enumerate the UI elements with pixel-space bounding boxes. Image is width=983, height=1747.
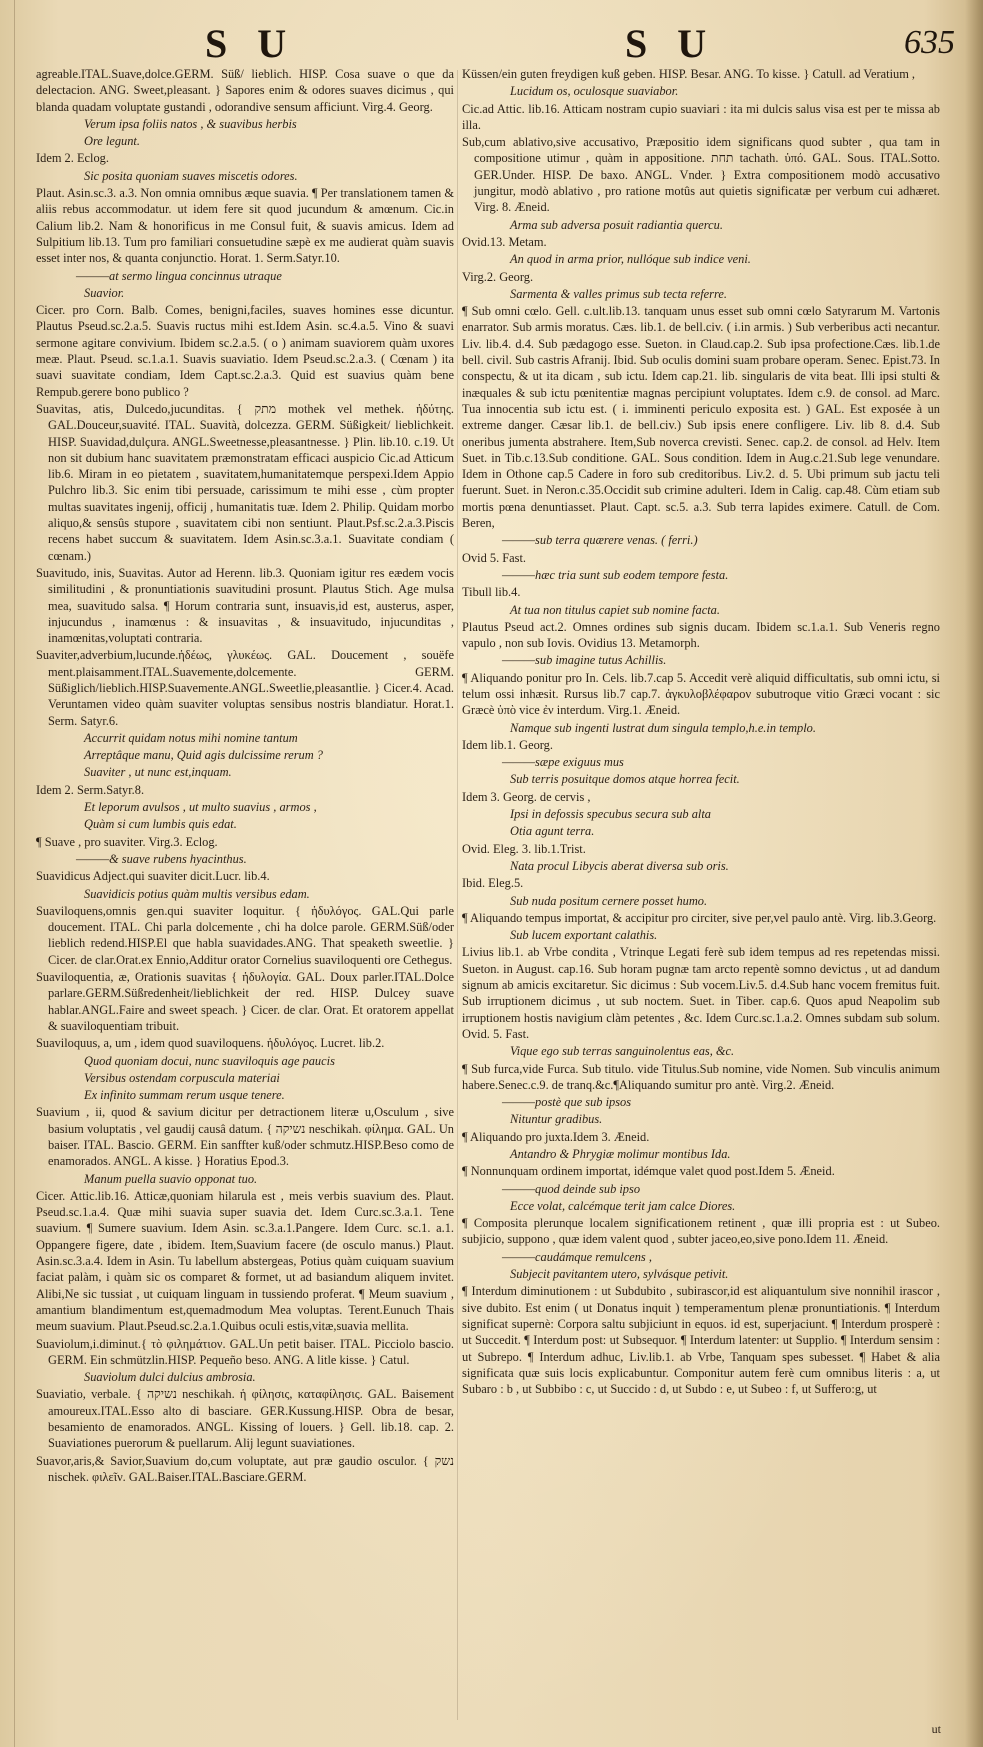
text-paragraph: ¶ Composita plerunque localem significationem retinent , quæ illi propria est : ut Subeo. subjicio, suppono , quæ idem valent quod , subter jaceo,eo,sive pono.Idem 11. Æneid. xyxy=(462,1216,940,1247)
verse-quote: Arma sub adversa posuit radiantia quercu. xyxy=(510,217,723,232)
verse-quote: ———at sermo lingua concinnus utraque xyxy=(76,268,282,283)
dictionary-entry: Sub,cum ablativo,sive accusativo, Præpositio idem significans quod subter , qua tam in compositione utimur , quàm in appositione. תחת tachath. ὑπό. GAL. Sous. ITAL.Sotto. GER.Under. HISP. De baxo. ANGL. Vnder. } Extra compositionem modò accusativo jungitur, modò ablativo , pro ratione motûs aut quietis significatæ per verbum cui adhæret. Virg. 8. Æneid. xyxy=(462,135,940,215)
dictionary-entry: Suaviloquentia, æ, Orationis suavitas { ἡδυλογία. GAL. Doux parler.ITAL.Dolce parlare.GERM.Süßredenheit/lieblichkeit der red. HISP. Dulcey suave hablar.ANGL.Faire and sweet speach. } Cicer. de clar. Orat. Et oratorem appellat & suaviloquentiam tribuit. xyxy=(36,970,454,1033)
text-paragraph: Idem 3. Georg. de cervis , xyxy=(462,789,591,804)
verse-quote: ———sub terra quærere venas. ( ferri.) xyxy=(502,533,698,548)
dictionary-entry: Suavitas, atis, Dulcedo,jucunditas. { מתק mothek vel methek. ἡδύτης. GAL.Douceur,suavité. ITAL. Suavità, dolcezza. GERM. Süßigkeit/ lieblichkeit. HISP. Suavidad,dulçura. ANGL.Sweetnesse,pleasantnesse. } Plin. lib.10. c.19. Ut non sit dubium hanc suavitatem præmonstratam efficaci auspicio Cic.ad Atticum lib.6. Miram in eo pietatem , suavitatem,humanitatemque perspexi.Idem Appio Pulchro lib.3. Sic enim tibi persuade, carissimum te mihi esse , cùm propter multas suavitates ingenij, officij , humanitatis tuæ. Idem 2. Philip. Quidam morbo aliquo,& sensûs stupore , suavitatem cibi non sentiunt. Plaut.Psf.sc.2.a.3.Piscis recens habet succum & suavitatem. Idem Asin.sc.3.a.1. Suavitate condiam ( cœnam.) xyxy=(36,401,454,563)
column-divider xyxy=(457,70,458,1720)
verse-quote: ———hæc tria sunt sub eodem tempore festa. xyxy=(502,567,729,582)
verse-quote: Otia agunt terra. xyxy=(510,824,595,839)
verse-quote: Namque sub ingenti lustrat dum singula templo,h.e.in templo. xyxy=(510,720,816,735)
verse-quote: Antandro & Phrygiæ molimur montibus Ida. xyxy=(510,1147,731,1161)
dictionary-entry: Suaviloquus, a, um , idem quod suaviloquens. ἡδυλόγος. Lucret. lib.2. xyxy=(36,1036,385,1051)
verse-quote: Subjecit pavitantem utero, sylvásque petivit. xyxy=(510,1267,729,1282)
verse-quote: Lucidum os, oculosque suaviabor. xyxy=(510,84,679,99)
verse-quote: Ecce volat, calcémque terit jam calce Diores. xyxy=(510,1198,736,1213)
text-paragraph: ¶ Aliquando ponitur pro In. Cels. lib.7.cap 5. Accedit verè aliquid difficultatis, sub omni ictu, si telum ossi inhæsit. Rursus lib.7 cap.7. ἀγκυλοβλέφαρον subutroque vitio Græci vocant : sic Græcè ὑπὸ vice ἐν interdum. Virg.1. Æneid. xyxy=(462,670,940,718)
verse-quote: Accurrit quidam notus mihi nomine tantum xyxy=(84,730,298,745)
text-paragraph: Cicer. Attic.lib.16. Atticæ,quoniam hilarula est , meis verbis suavium des. Plaut. Pseud.sc.1.a.4. Quæ mihi suavia super suavia det. Idem Curc.sc.3.a.1. Tene suavium. ¶ Sumere suavium. Idem Asin. sc.3.a.1.Pangere. Idem Curc. sc.1. a.1. Oppangere figere, date , ibidem. Item,Suavium facere (de osculo manus.) Plaut. Asin.sc.3.a.4. Idem in Asin. Tu labellum abstergeas, Potius quàm cuiquam suavium faciat palàm, i quàm sic os comparet & formet, ut ad basiandum aliquem invitet. Alibi,Ne sic tussiat , ut cuiquam linguam in tussiendo proferat. ¶ Meum suavium , amantium blandimentum est,quemadmodum Mea voluptas. Terent.Eunuch Thais meum suavium. Plaut.Pseud.sc.2.a.1.Quibus oculi estis,vitæ,suavia mellita. xyxy=(36,1188,454,1334)
text-paragraph: Idem 2. Serm.Satyr.8. xyxy=(36,782,145,797)
verse-quote: At tua non titulus capiet sub nomine facta. xyxy=(510,602,720,617)
running-header xyxy=(0,18,983,66)
text-paragraph: ¶ Suave , pro suaviter. Virg.3. Eclog. xyxy=(36,834,218,849)
verse-quote: ———caudámque remulcens , xyxy=(502,1249,652,1264)
dictionary-entry: Suavor,aris,& Savior,Suavium do,cum voluptate, aut præ gaudio osculor. { נשק nischek. φιλεῖν. GAL.Baiser.ITAL.Basciare.GERM. xyxy=(36,1453,454,1484)
text-paragraph: Virg.2. Georg. xyxy=(462,269,534,284)
verse-quote: Ex infinito summam rerum usque tenere. xyxy=(84,1088,285,1103)
verse-quote: ———postè que sub ipsos xyxy=(502,1095,632,1110)
header-right-letters: S U xyxy=(625,21,717,66)
text-paragraph: Ovid. Eleg. 3. lib.1.Trist. xyxy=(462,841,586,856)
verse-quote: An quod in arma prior, nullóque sub indice veni. xyxy=(510,252,751,267)
right-column xyxy=(462,66,940,1736)
text-paragraph: Idem 2. Eclog. xyxy=(36,151,109,166)
verse-quote: Sub nuda positum cernere posset humo. xyxy=(510,893,708,908)
text-paragraph: ¶ Sub omni cœlo. Gell. c.ult.lib.13. tanquam unus esset sub omni cœlo Satyrarum M. Vartonis enarrator. Sub armis moratus. Cæs. lib.1. de bell.civ. ( i.in armis. ) Sub verberibus acti necantur. Liv. lib.4. d.4. Sub pædagogo esse. Sueton. in Claud.cap.2. Sub ipsa profectione.Cæs. lib.1.de bell. civil. Sub castris Afranij. Ibid. Sub oculis domini suam probare operam. Senec. Epist.73. In conspectu, & ut ita dicam , sub ictu. Idem cap.21. lib. singularis de vita beat. Illi ipsi stulti & inæquales & sub ictu pœnitentiæ magnas percipiunt voluptates. Idem c.9. de consol. ad Marc. Tua innocentia sub ictu est. ( i. imminenti periculo exposita est. ) GAL. Est exposée à un extreme danger. Cæsar lib.1. de bell.civ.) Sub ipsis enere confligere. Liv. lib 8. d.4. Sub oneribus jumenta abstrahere. Item,Sub noverca crevisti. Senec. cap.2. de consol. ad Helv. Item Suet. in Tib.c.13.Sub conditione. GAL. Sous condition. Idem in Aug.c.21.Sub lege venundare. Idem in Othone cap.5 Cadere in foro sub creditoribus. Liv.2. d. 5. Ubi primum sub jactu teli fuerunt. Suet. in Neron.c.35.Occidit sub crimine adulteri. Idem in Calig. cap.48. Cùm etiam sub mortis pœna denuntiasset. Plaut. Capt. sc.5. a.3. Sub terra lapides eximere. Catull. de Com. Beren, xyxy=(462,304,940,531)
dictionary-entry: Suavium , ii, quod & savium dicitur per detractionem literæ u,Osculum , sive basium voluptatis , vel gaudij causâ datum. { נשיקה neschikah. φίλημα. GAL. Un baiser. ITAL. Bascio. GERM. Ein sanffter kuß/oder schmutz.HISP.Beso como de enamorados. ANGL. A kisse. } Horatius Epod.3. xyxy=(36,1105,454,1169)
verse-quote: ———sub imagine tutus Achillis. xyxy=(502,653,667,668)
verse-quote: Suavior. xyxy=(84,285,125,300)
text-paragraph: ¶ Sub furca,vide Furca. Sub titulo. vide Titulus.Sub nomine, vide Nomen. Sub vinculis animum habere.Senec.c.9. de tranq.&c.¶Aliquando sumitur pro antè. Virg.2. Æneid. xyxy=(462,1061,940,1092)
dictionary-entry: Suaviolum,i.diminut.{ τὸ φιλημάτιον. GAL.Un petit baiser. ITAL. Picciolo bascio. GERM. Ein schmützlin.HISP. Pequeño beso. ANG. A litle kisse. } Catul. xyxy=(36,1336,454,1367)
dictionary-entry: Suaviter,adverbium,lucunde.ἡδέως, γλυκέως. GAL. Doucement , souëfe ment.plaisamment.ITAL.Suavemente,dolcemente. GERM. Süßiglich/lieblich.HISP.Suavemente.ANGL.Sweetlie,pleasantlie. } Cicer.4. Acad. Veruntamen video quàm suaviter voluptas sensibus nostris blandiatur. Horat.1. Serm. Satyr.6. xyxy=(36,648,454,728)
text-paragraph: Plaut. Asin.sc.3. a.3. Non omnia omnibus æque suavia. ¶ Per translationem tamen & aliis rebus accommodatur. ut idem fere sit quod jucundum & amœnum. Cic.in Calium lib.2. Nam & honorificus in me Consul fuit, & suavis amicus. Idem ad Sulpitium lib.13. Tum pro familiari consuetudine sæpè ex me audierat quàm suavis esset inter nos, & quanta conjunctio. Horat. 1. Serm.Satyr.10. xyxy=(36,186,454,266)
text-paragraph: Ibid. Eleg.5. xyxy=(462,876,524,891)
text-paragraph: Tibull lib.4. xyxy=(462,585,521,600)
page-edge-shadow xyxy=(965,0,983,1747)
verse-quote: Et leporum avulsos , ut multo suavius , armos , xyxy=(84,800,317,815)
header-left-letters: S U xyxy=(205,21,297,66)
text-paragraph: Cic.ad Attic. lib.16. Atticam nostram cupio suaviari : ita mi dulcis salus visa est per te missa ab illa. xyxy=(462,101,940,132)
verse-quote: Sarmenta & valles primus sub tecta referre. xyxy=(510,286,727,301)
verse-quote: Suavidicis potius quàm multis versibus edam. xyxy=(84,886,310,901)
verse-quote: Nituntur gradibus. xyxy=(510,1112,603,1127)
verse-quote: Sub terris posuitque domos atque horrea fecit. xyxy=(510,772,740,787)
verse-quote: Arreptâque manu, Quid agis dulcissime rerum ? xyxy=(84,748,323,763)
text-paragraph: Ovid 5. Fast. xyxy=(462,550,527,565)
verse-quote: Suaviter , ut nunc est,inquam. xyxy=(84,765,232,780)
verse-quote: ———& suave rubens hyacinthus. xyxy=(76,851,247,866)
text-paragraph: ¶ Aliquando tempus importat, & accipitur pro circiter, sive per,vel paulo antè. Virg. lib.3.Georg. xyxy=(462,910,937,925)
text-paragraph: Plautus Pseud act.2. Omnes ordines sub signis ducam. Ibidem sc.1.a.1. Sub Veneris regno vapulo , non sub Iovis. Ovidius 13. Metamorph. xyxy=(462,619,940,651)
verse-quote: Quàm si cum lumbis quis edat. xyxy=(84,817,237,832)
text-paragraph: Cicer. pro Corn. Balb. Comes, benigni,faciles, suaves homines esse dicuntur. Plautus Pseud.sc.2.a.5. Suavis ructus mihi est.Idem Asin. sc.4.a.5. Vino & suavi sermone agitare convivium. Ibidem sc.2.a.5. ( o ) animam suaviorem quàm uxores meæ. Plaut. Pseud. sc.1.a.1. Suavis suaviatio. Idem Pseud.sc.2.a.3. ( Cœnam ) ita suavi suavitate condiam, Idem Capt.sc.2.a.3. Quid est suavius quàm bene Rempub.gerere bono publico ? xyxy=(36,303,454,399)
binding-edge xyxy=(14,0,15,1747)
page-number: 635 xyxy=(904,24,955,61)
verse-quote: Suaviolum dulci dulcius ambrosia. xyxy=(84,1370,256,1385)
dictionary-entry: Suavitudo, inis, Suavitas. Autor ad Herenn. lib.3. Quoniam igitur res eædem vocis similitudini , & pronuntiationis suavitudini prosunt. Plautus Stich. Age mulsa mea, suavitudo salsa. ¶ Horum contraria sunt, insuavis,id est, austerus, asper, injucundus , inamœnus : & insuavitas , & insuavitudo, injucunditas , inamœnitas,voluptati contraria. xyxy=(36,565,454,646)
verse-quote: Ore legunt. xyxy=(84,134,140,149)
verse-quote: Quod quoniam docui, nunc suaviloquis age paucis xyxy=(84,1053,335,1068)
text-paragraph: ¶ Interdum diminutionem : ut Subdubito , subirascor,id est aliquantulum sive nonnihil irascor , sive dubito. Est enim ( ut Donatus inquit ) temperamentum plenæ pronuntiationis. ¶ Interdum significat supernè: Corpora saltu subjiciunt in equos. id est, superjaciunt. ¶ Interdum prosperè : ut Succedit. ¶ Interdum post: ut Subsequor. ¶ Interdum latenter: ut Supplio. ¶ Interdum sensim : ut Subrepo. ¶ Interdum adhuc, Liv.lib.1. ab Vrbe, Tanquam spes subesset. ¶ Habet & alia significata quæ suis locis explicabuntur. Componitur autem ferè cum omnibus literis : a, ut Subaro : b , ut Subbibo : c, ut Succido : d, ut Subdo : e, ut Subeo : f, ut Suffero:g, ut xyxy=(462,1284,940,1397)
verse-quote: ———quod deinde sub ipso xyxy=(502,1181,641,1196)
text-paragraph: Küssen/ein guten freydigen kuß geben. HISP. Besar. ANG. To kisse. } Catull. ad Veratium , xyxy=(462,67,916,81)
text-paragraph: agreable.ITAL.Suave,dolce.GERM. Süß/ lieblich. HISP. Cosa suave o que da delectacion. ANG. Sweet,pleasant. } Sapores enim & odores suaves dicimus , qui blanda quadam voluptate gustandi , odorandive sensum afficiunt. Virg.4. Georg. xyxy=(36,67,454,114)
dictionary-entry: Suavidicus Adject.qui suaviter dicit.Lucr. lib.4. xyxy=(36,869,270,884)
verse-quote: Vique ego sub terras sanguinolentus eas, &c. xyxy=(510,1044,735,1059)
verse-quote: Sub lucem exportant calathis. xyxy=(510,928,658,943)
text-paragraph: ¶ Nonnunquam ordinem importat, idémque valet quod post.Idem 5. Æneid. xyxy=(462,1164,835,1179)
verse-quote: Sic posita quoniam suaves miscetis odores. xyxy=(84,168,298,183)
catchword: ut xyxy=(931,1722,941,1736)
verse-quote: Nata procul Libycis aberat diversa sub oris. xyxy=(510,858,729,873)
verse-quote: Versibus ostendam corpuscula materiai xyxy=(84,1070,280,1085)
text-paragraph: ¶ Aliquando pro juxta.Idem 3. Æneid. xyxy=(462,1129,650,1144)
verse-quote: Ipsi in defossis specubus secura sub alta xyxy=(510,807,711,822)
dictionary-entry: Suaviloquens,omnis gen.qui suaviter loquitur. { ἡδυλόγος. GAL.Qui parle doucement. ITAL. Chi parla dolcemente , chi ha dolce parole. GERM.Süß/oder lieblich redend.HISP.El que habla suavidades.ANG. That speaketh sweetlie. } Cicer. de clar.Orat.ex Ennio,Additur orator Cornelius suaviloquenti ore Cethegus. xyxy=(36,903,454,967)
verse-quote: Verum ipsa foliis natos , & suavibus herbis xyxy=(84,116,297,131)
left-column xyxy=(36,66,454,1736)
verse-quote: Manum puella suavio opponat tuo. xyxy=(84,1171,258,1186)
verse-quote: ———sæpe exiguus mus xyxy=(502,755,624,770)
text-paragraph: Livius lib.1. ab Vrbe condita , Vtrinque Legati ferè sub idem tempus ad res repetendas missi. Sueton. in August. cap.16. Sub horam pugnæ tam arcto repentè somno devictus , ut ad dandum signum ab amicis excitaretur. Sic dicimus : Sub vocem.Liv.5. d.4.Sub hanc vocem fremitus fuit. Sub irruptionem dicimus , ut sub noctem. Suet. in Tiber. cap.6. Quos apud Neapolim sub irruptionem hostis navigium clàm petentes , &c. Idem Curc.sc.1.a.2. Omnes subdam sub solum. Ovid. 5. Fast. xyxy=(462,945,940,1041)
dictionary-entry: Suaviatio, verbale. { נשיקה neschikah. ἡ φίλησις, καταφίλησις. GAL. Baisement amoureux.ITAL.Esso alto di basciare. GER.Kussung.HISP. Obra de besar, besamiento de enamorados. ANGL. Kissing of louers. } Gell. lib.18. cap. 2. Suaviationes puerorum & puellarum. Alij legunt suaviationes. xyxy=(36,1387,454,1451)
text-paragraph: Idem lib.1. Georg. xyxy=(462,737,553,752)
text-paragraph: Ovid.13. Metam. xyxy=(462,234,547,249)
